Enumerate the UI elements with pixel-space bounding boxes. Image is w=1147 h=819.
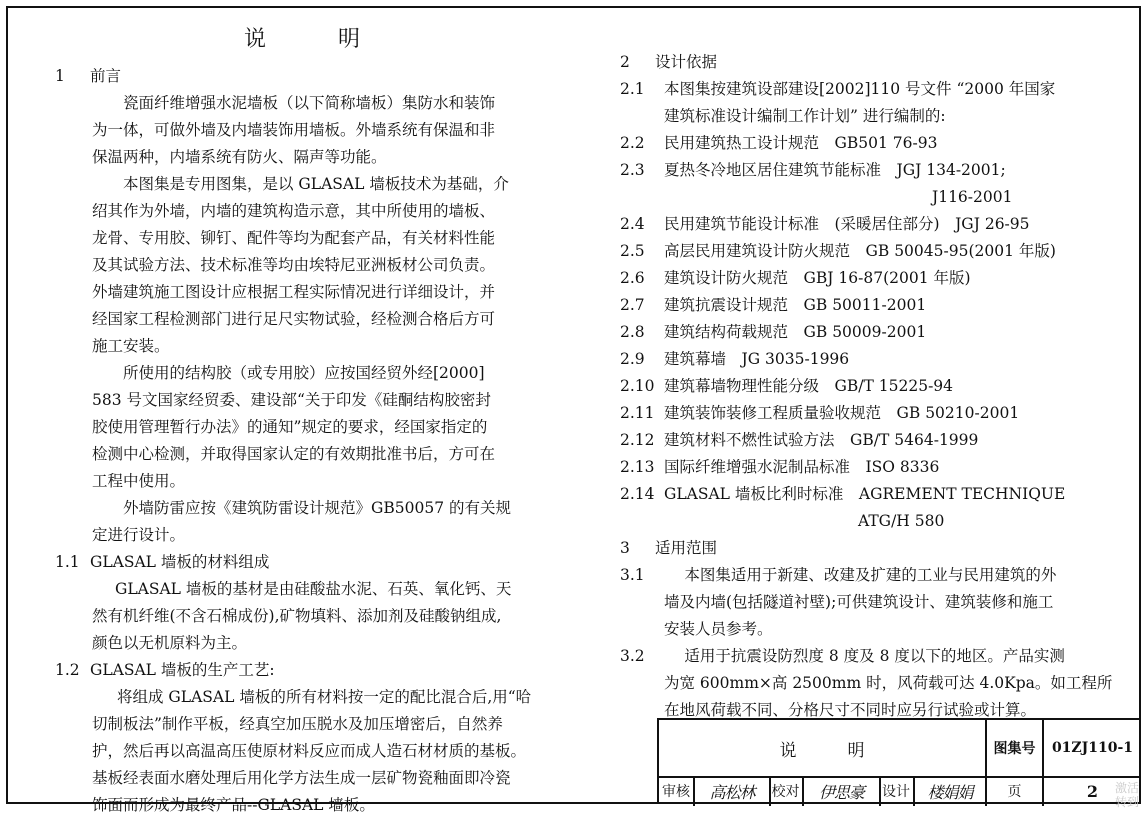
para-line: 施工安装。 xyxy=(92,337,170,355)
page-title xyxy=(244,22,360,53)
para-line: 切制板法”制作平板，经真空加压脱水及加压增密后，自然养 xyxy=(92,715,503,733)
para-line: 护，然后再以高温高压使原材料反应而成人造石材材质的基板。 xyxy=(92,742,527,760)
title-block-row-2 xyxy=(659,776,1141,806)
design-label: 设计 xyxy=(882,784,910,800)
list-item: 2.11 建筑装饰装修工程质量验收规范 GB 50210-2001 xyxy=(620,404,1020,422)
section-1-2-heading: 1.2 GLASAL 墙板的生产工艺: xyxy=(55,661,275,679)
para-line: 外墙建筑施工图设计应根据工程实际情况进行详细设计，并 xyxy=(92,283,496,301)
title-char-1: 说 xyxy=(244,27,267,52)
list-item-cont: 为宽 600mm×高 2500mm 时，风荷载可达 4.0Kpa。如工程所 xyxy=(664,674,1113,692)
para-line: GLASAL 墙板的基材是由硅酸盐水泥、石英、氧化钙、天 xyxy=(115,580,512,598)
para-line: 外墙防雷应按《建筑防雷设计规范》GB50057 的有关规 xyxy=(123,499,512,517)
list-item: 3.1 本图集适用于新建、改建及扩建的工业与民用建筑的外 xyxy=(620,566,1057,584)
para-line: 龙骨、专用胶、铆钉、配件等均为配套产品，有关材料性能 xyxy=(92,229,496,247)
para-line: 本图集是专用图集，是以 GLASAL 墙板技术为基础，介 xyxy=(123,175,509,193)
list-item-cont: 安装人员参考。 xyxy=(664,620,773,638)
para-line: 基板经表面水磨处理后用化学方法生成一层矿物瓷釉面即冷瓷 xyxy=(92,769,511,787)
list-item: 2.3 夏热冬冷地区居住建筑节能标准 JGJ 134-2001; xyxy=(620,161,1006,179)
review-signature: 高松林 xyxy=(709,782,755,802)
list-item-cont: 墙及内墙(包括隧道衬壁);可供建筑设计、建筑装修和施工 xyxy=(664,593,1054,611)
para-line: 及其试验方法、技术标准等均由埃特尼亚洲板材公司负责。 xyxy=(92,256,496,274)
list-item: 2.13 国际纤维增强水泥制品标准 ISO 8336 xyxy=(620,458,940,476)
list-item-cont: J116-2001 xyxy=(932,188,1013,206)
para-line: 绍其作为外墙，内墙的建筑构造示意，其中所使用的墙板、 xyxy=(92,202,496,220)
section-2-heading: 2 设计依据 xyxy=(620,53,718,71)
para-line: 胶使用管理暂行办法》的通知”规定的要求，经国家指定的 xyxy=(92,418,488,436)
section-1-1-heading: 1.1 GLASAL 墙板的材料组成 xyxy=(55,553,270,571)
para-line: 将组成 GLASAL 墙板的所有材料按一定的配比混合后,用“哈 xyxy=(117,688,532,706)
para-line: 瓷面纤维增强水泥墙板（以下简称墙板）集防水和装饰 xyxy=(123,94,496,112)
list-item: 2.9 建筑幕墙 JG 3035-1996 xyxy=(620,350,850,368)
list-item-cont: ATG/H 580 xyxy=(858,512,945,530)
design-signature: 楼娟娟 xyxy=(927,782,973,802)
review-label: 审核 xyxy=(662,784,690,800)
list-item-cont: 在地风荷载不同、分格尺寸不同时应另行试验或计算。 xyxy=(664,701,1037,719)
check-label: 校对 xyxy=(771,784,800,800)
list-item: 2.4 民用建筑节能设计标准 (采暖居住部分) JGJ 26-95 xyxy=(620,215,1030,233)
atlas-no: 01ZJ110-1 xyxy=(1051,740,1134,756)
list-item: 2.6 建筑设计防火规范 GBJ 16-87(2001 年版) xyxy=(620,269,971,287)
activation-watermark: 激活 转到 xyxy=(1114,781,1139,809)
para-line: 定进行设计。 xyxy=(92,526,186,544)
para-line: 所使用的结构胶（或专用胶）应按国经贸外经[2000] xyxy=(123,364,485,382)
list-item: 2.5 高层民用建筑设计防火规范 GB 50045-95(2001 年版) xyxy=(620,242,1056,260)
para-line: 颜色以无机原料为主。 xyxy=(92,634,248,652)
atlas-no-label: 图集号 xyxy=(993,741,1036,757)
list-item: 2.8 建筑结构荷载规范 GB 50009-2001 xyxy=(620,323,927,341)
title-block-title: 说 明 xyxy=(779,740,865,761)
section-1-heading: 1 前言 xyxy=(55,67,122,85)
right-column xyxy=(620,49,1120,724)
section-3-heading: 3 适用范围 xyxy=(620,539,718,557)
list-item: 2.14 GLASAL 墙板比利时标准 AGREMENT TECHNIQUE xyxy=(620,485,1066,503)
page-number: 2 xyxy=(1086,781,1099,801)
para-line: 保温两种，内墙系统有防火、隔声等功能。 xyxy=(92,148,387,166)
para-line: 为一体，可做外墙及内墙装饰用墙板。外墙系统有保温和非 xyxy=(92,121,496,139)
list-item-cont: 建筑标准设计编制工作计划” 进行编制的: xyxy=(664,107,946,125)
list-item: 2.1 本图集按建筑设部建设[2002]110 号文件 “2000 年国家 xyxy=(620,80,1056,98)
para-line: 检测中心检测，并取得国家认定的有效期批准书后，方可在 xyxy=(92,445,496,463)
para-line: 经国家工程检测部门进行足尺实物试验，经检测合格后方可 xyxy=(92,310,496,328)
list-item: 3.2 适用于抗震设防烈度 8 度及 8 度以下的地区。产品实测 xyxy=(620,647,1065,665)
para-line: 583 号文国家经贸委、建设部“关于印发《硅酮结构胶密封 xyxy=(92,391,491,409)
list-item: 2.10 建筑幕墙物理性能分级 GB/T 15225-94 xyxy=(620,377,954,395)
title-char-2: 明 xyxy=(338,27,361,52)
title-block-row-1 xyxy=(659,720,1141,778)
list-item: 2.12 建筑材料不燃性试验方法 GB/T 5464-1999 xyxy=(620,431,979,449)
left-column xyxy=(55,63,555,819)
title-block xyxy=(657,718,1141,804)
page-label: 页 xyxy=(1007,784,1022,800)
para-line: 然有机纤维(不含石棉成份),矿物填料、添加剂及硅酸钠组成, xyxy=(92,607,502,625)
para-line: 饰面而形成为最终产品--GLASAL 墙板。 xyxy=(92,796,375,814)
check-signature: 伊思豪 xyxy=(818,782,864,802)
list-item: 2.2 民用建筑热工设计规范 GB501 76-93 xyxy=(620,134,938,152)
para-line: 工程中使用。 xyxy=(92,472,186,490)
list-item: 2.7 建筑抗震设计规范 GB 50011-2001 xyxy=(620,296,927,314)
